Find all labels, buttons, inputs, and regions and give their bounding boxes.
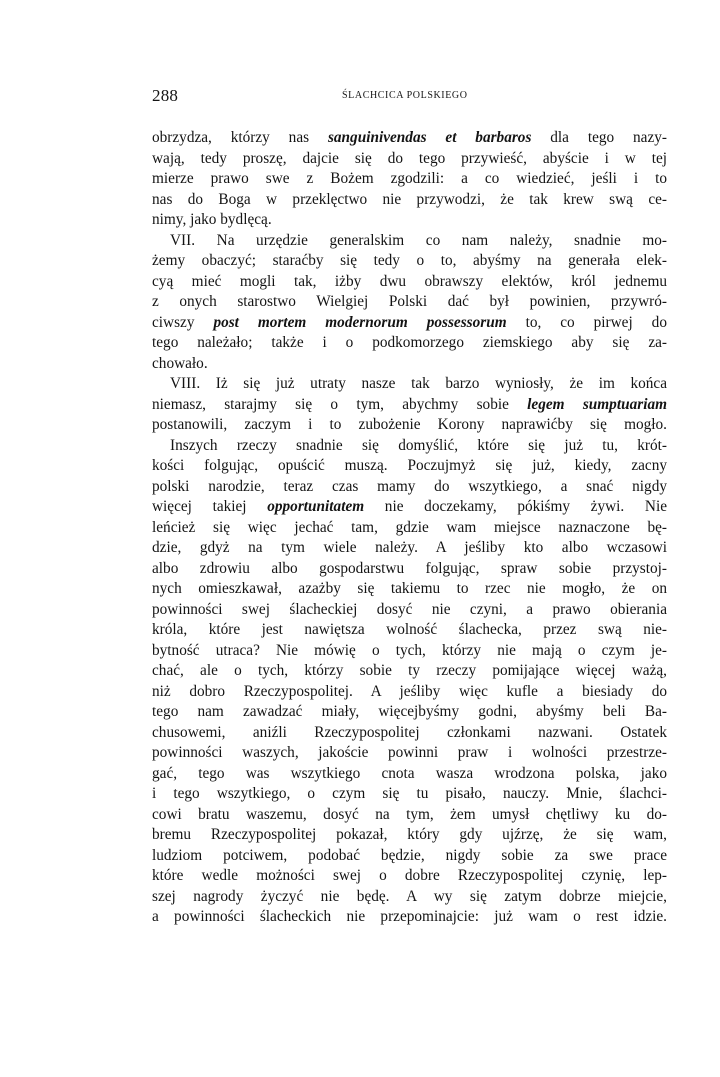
text-segment: które wedle możności swej o dobre Rzeczypospolitej czynię, lep- [152,867,667,884]
text-segment: powinności waszych, jakoście powinni praw i wolności przestrze- [152,744,667,761]
text-line [152,538,667,559]
text-segment: albo zdrowiu albo gospodarstwu folgując, spraw sobie przystoj- [152,559,667,577]
text-segment: niemasz, starajmy się o tym, abychmy sobie [152,395,528,413]
text-line [152,620,667,641]
text-line [152,661,667,682]
text-line [152,887,667,908]
page-header [152,86,672,110]
page-number: 288 [152,86,179,105]
text-line [152,723,667,744]
text-segment: to, co pirwej do [506,313,667,331]
text-line [152,702,667,723]
text-line [152,354,667,375]
running-head: ŚLACHCICA POLSKIEGO [342,90,468,101]
text-segment: więcej takiej [152,498,268,515]
text-segment: gać, tego was wszytkiego cnota wasza wrodzona polska, jako [152,764,667,782]
body-text [152,128,667,928]
text-segment: tego nam zawadzać miały, więcejbyśmy godni, abyśmy beli Ba- [152,703,667,720]
text-line [152,600,667,621]
text-segment: chusowemi, aniźli Rzeczypospolitej członkami nazwani. Ostatek [152,723,667,741]
text-segment: powinności swej ślacheckiej dosyć nie czyni, a prawo obierania [152,600,667,618]
text-line [152,764,667,785]
text-segment: z onych starostwo Wielgiej Polski dać był powinien, przywró- [152,293,667,310]
text-line [152,497,667,518]
text-line [152,682,667,703]
text-segment: postanowili, zaczym i to zubożenie Korony naprawićby się mogło. [152,416,667,433]
text-segment: ciwszy [152,313,214,331]
text-line [152,231,667,252]
text-segment: obrzydza, którzy nas [152,129,328,146]
text-line [152,169,667,190]
text-line [152,456,667,477]
latin-phrase: post mortem modernorum possessorum [213,313,507,331]
text-line [152,518,667,539]
text-line [152,251,667,272]
text-line [152,374,667,395]
text-segment: ludziom potciwem, podobać będzie, nigdy sobie za swe prace [152,846,667,864]
text-segment: bytność utraca? Nie mówię o tych, którzy nie mają o czym je- [152,641,667,659]
text-segment: nimy, jako bydlęcą. [152,211,272,228]
text-line [152,436,667,457]
text-line [152,313,667,334]
text-segment: żemy obaczyć; staraćby się tedy o to, abyśmy na generała elek- [152,252,667,269]
text-segment: chowało. [152,354,208,372]
text-line [152,128,667,149]
latin-phrase: legem sumptuariam [527,395,667,413]
text-line [152,784,667,805]
text-segment: nas do Boga w przeklęctwo nie przywodzi, że tak krew swą ce- [152,190,667,208]
text-line [152,272,667,293]
text-segment: dzie, gdyż na tym wiele należy. A jeśliby kto albo wczasowi [152,539,667,556]
text-segment: cowi bratu waszemu, dosyć na tym, żem umysł chętliwy ku do- [152,805,667,823]
text-segment: wają, tedy proszę, dajcie się do tego przywieść, abyście i w tej [152,149,667,167]
text-segment: szej nagrody życzyć nie będę. A wy się zatym dobrze miejcie, [152,887,667,905]
text-line [152,907,667,928]
text-segment: i tego wszytkiego, o czym się tu pisało, nauczy. Mnie, ślachci- [152,785,667,802]
text-line [152,559,667,580]
latin-phrase: sanguinivendas et barbaros [327,129,532,146]
text-line [152,579,667,600]
text-line [152,210,667,231]
text-segment: bremu Rzeczypospolitej pokazał, który gdy ujźrzę, że się wam, [152,826,667,843]
text-segment: mierze prawo swe z Bożem zgodzili: a co wiedzieć, jeśli i to [152,170,667,187]
text-line [152,805,667,826]
text-line [152,866,667,887]
text-line [152,190,667,211]
text-segment: nie doczekamy, pókiśmy żywi. Nie [364,498,667,515]
text-segment: a powinności ślacheckich nie przepominajcie: już wam o rest idzie. [152,908,667,925]
latin-phrase: opportunitatem [267,498,365,515]
text-segment: nych omieszkawał, azażby się takiemu to rzec nie mogło, że on [152,580,667,597]
text-segment: VIII. Iż się już utraty nasze tak barzo wyniosły, że im końca [170,375,667,392]
text-line [152,825,667,846]
text-line [152,149,667,170]
text-line [152,333,667,354]
text-line [152,743,667,764]
text-line [152,395,667,416]
text-line [152,846,667,867]
text-line [152,641,667,662]
text-segment: polski narodzie, teraz czas mamy do wszytkiego, a snać nigdy [152,477,667,495]
text-segment: cyą mieć mogli tak, iżby dwu obrawszy elektów, król jednemu [152,272,667,290]
text-line [152,477,667,498]
text-segment: króla, które jest nawiętsza wolność ślachecka, przez swą nie- [152,621,667,638]
text-segment: kości folgując, opuścić muszą. Poczujmyż się już, kiedy, zacny [152,457,667,474]
text-segment: chać, ale o tych, którzy sobie ty rzeczy pomijające więcej ważą, [152,662,667,679]
text-segment: tego należało; także i o podkomorzego ziemskiego aby się za- [152,334,667,351]
text-segment: dla tego nazy- [531,129,667,146]
text-segment: niż dobro Rzeczypospolitej. A jeśliby więc kufle a biesiady do [152,682,667,700]
text-segment: leńcież się więc jechać tam, gdzie wam miejsce naznaczone bę- [152,518,667,536]
text-segment: Inszych rzeczy snadnie się domyślić, które się już tu, krót- [170,436,667,454]
text-segment: VII. Na urzędzie generalskim co nam należy, snadnie mo- [170,231,667,249]
text-line [152,292,667,313]
text-line [152,415,667,436]
